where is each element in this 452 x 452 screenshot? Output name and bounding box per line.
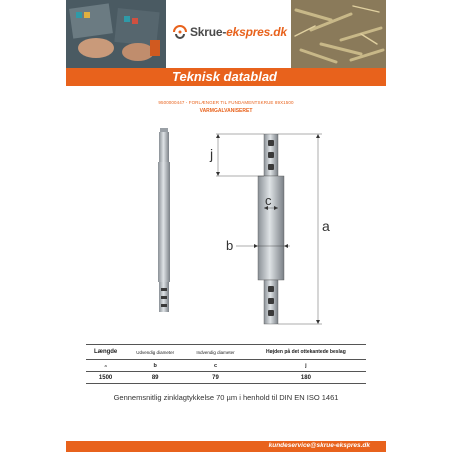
spec-value-outer-diameter: 89 <box>125 372 185 384</box>
spec-value-row <box>86 372 366 384</box>
dimension-label-a: a <box>322 218 330 234</box>
page-title: Teknisk datablad <box>172 69 277 84</box>
zinc-thickness-note: Gennemsnitlig zinklagtykkelse 70 µm i henhold til DIN EN ISO 1461 <box>113 393 339 402</box>
title-banner <box>66 68 386 86</box>
technical-drawing <box>66 118 386 334</box>
extender-side-view <box>158 128 170 312</box>
spec-header-row <box>86 345 366 360</box>
spec-header-bracket-height: Højden på det ottekantede beslag <box>246 345 366 360</box>
spec-value-bracket-height: 180 <box>246 372 366 384</box>
datasheet-page <box>66 0 386 452</box>
spec-letter-a: a <box>86 360 125 372</box>
header-logo-area <box>166 0 291 68</box>
dimension-label-j: j <box>210 146 214 162</box>
spec-header-outer-diameter: Udvendig diameter <box>125 345 185 360</box>
header-photo-screws <box>291 0 386 68</box>
spec-letter-j: j <box>246 360 366 372</box>
product-finish: VARMGALVANISERET <box>199 108 253 114</box>
spec-header-inner-diameter: Indvendig diameter <box>185 345 246 360</box>
spec-header-length: Længde <box>86 345 125 360</box>
logo-text: Skrue-ekspres.dk <box>190 25 287 39</box>
product-code-line: 9500000447 - FORLÆNGER TIL FUNDAMENTSKRUE 89X1500 <box>158 100 294 105</box>
spec-letter-row <box>86 360 366 372</box>
spec-letter-c: c <box>185 360 246 372</box>
footer-email-link[interactable]: kundeservice@skrue-ekspres.dk <box>268 442 370 449</box>
spec-letter-b: b <box>125 360 185 372</box>
dimension-label-c: c <box>265 193 272 208</box>
extender-dimension-view <box>216 134 322 324</box>
footer-bar <box>66 441 386 452</box>
dimension-label-b: b <box>226 238 234 253</box>
header-photo-tools <box>66 0 166 68</box>
spec-table <box>86 344 366 384</box>
brand-logo[interactable] <box>172 24 287 40</box>
spec-value-inner-diameter: 79 <box>185 372 246 384</box>
screw-logo-icon <box>172 24 188 40</box>
spec-value-length: 1500 <box>86 372 125 384</box>
